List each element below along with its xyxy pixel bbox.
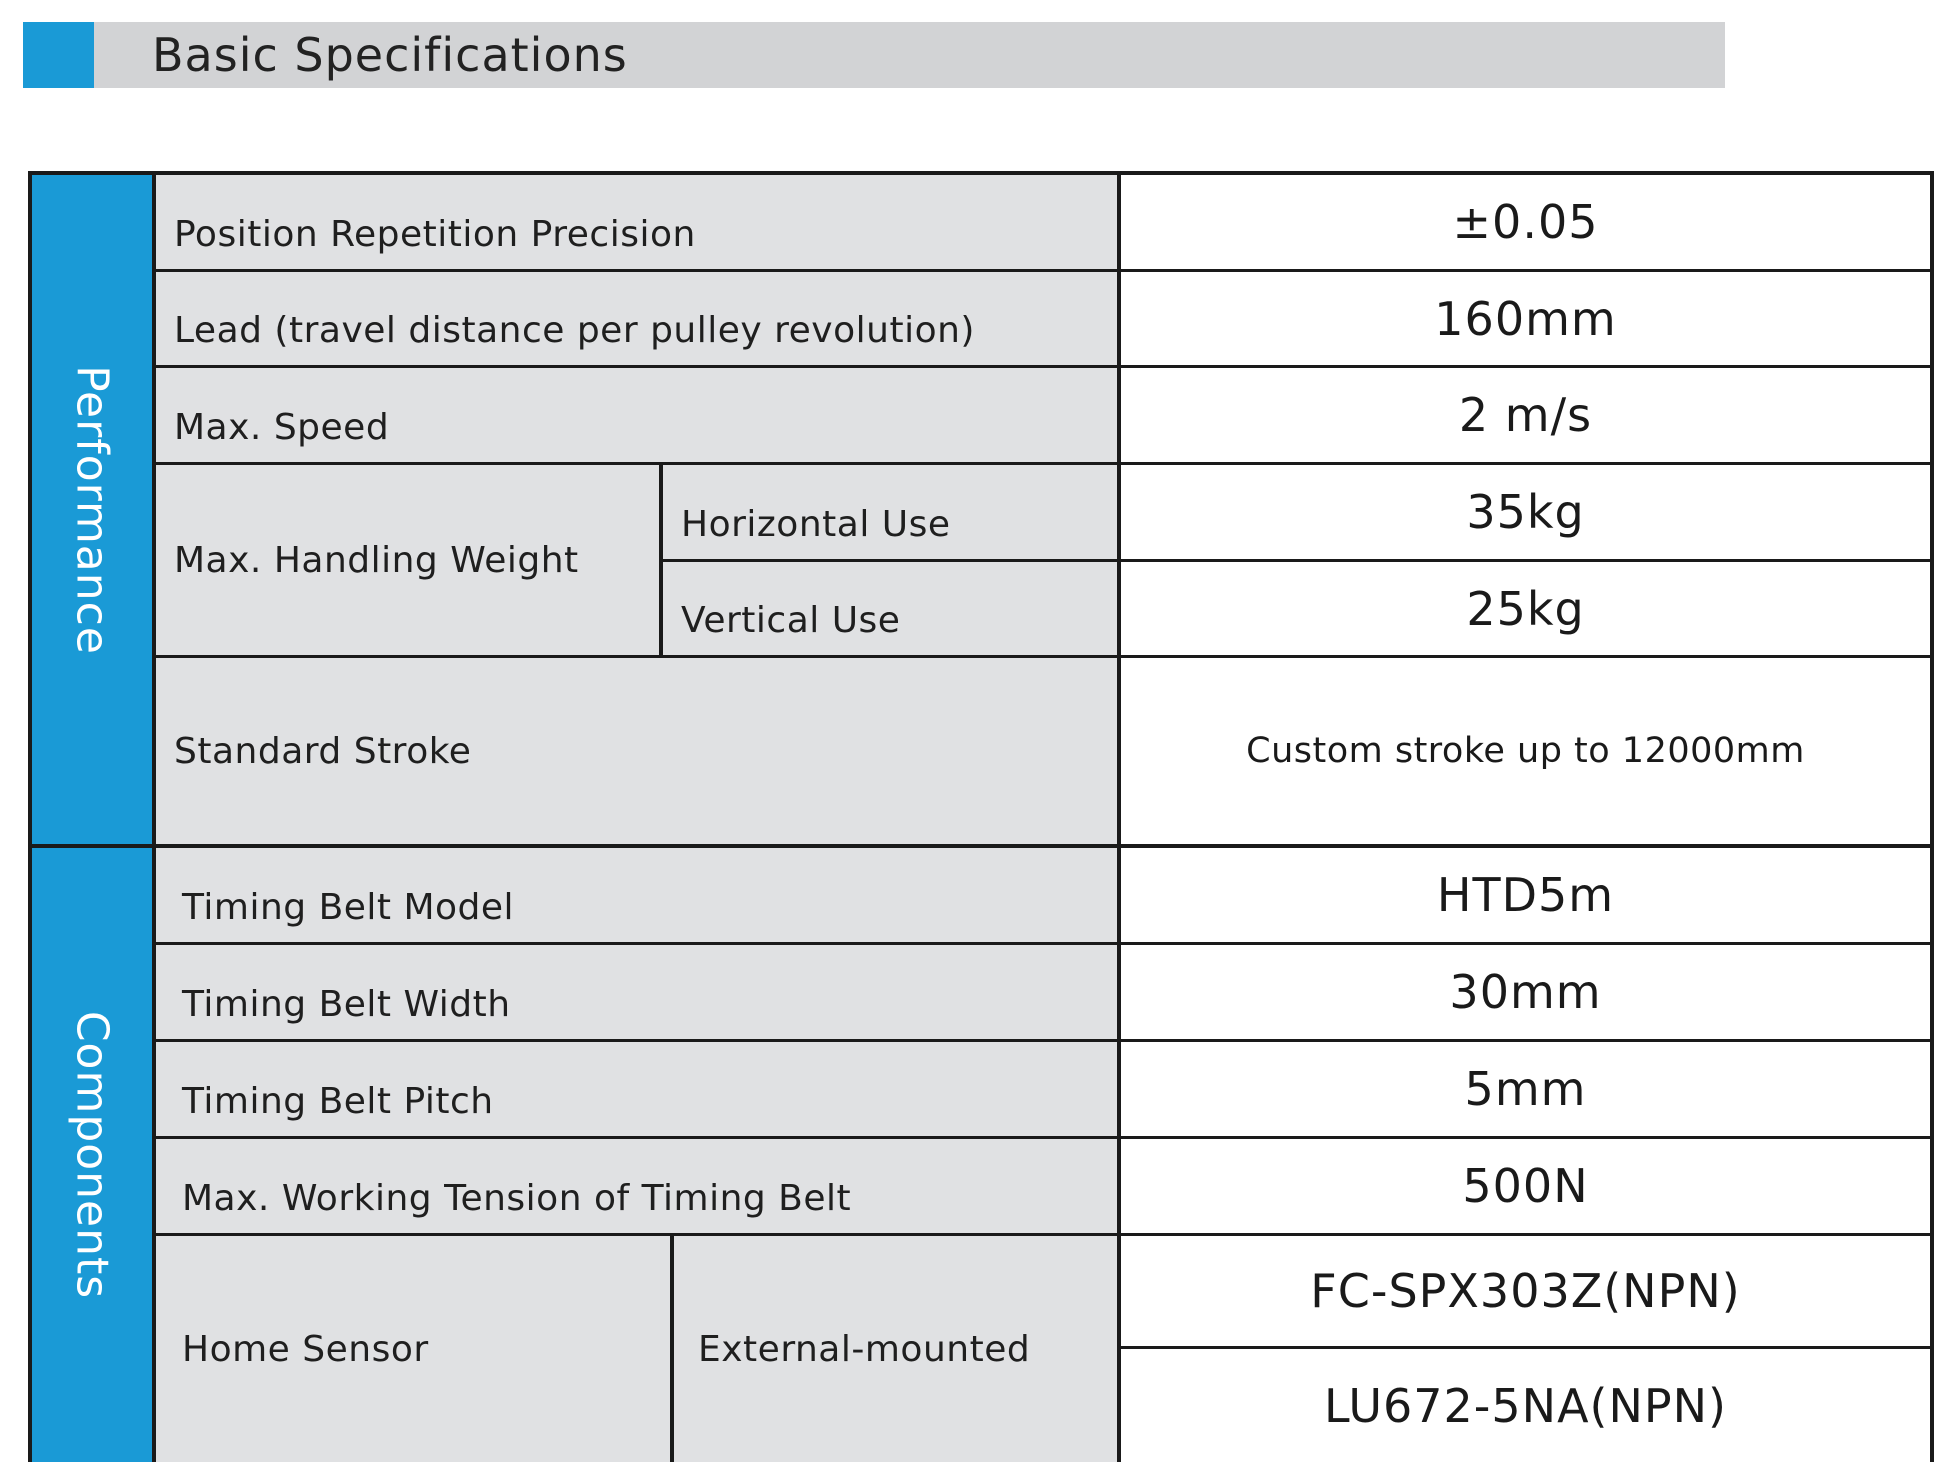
value-lead: 160mm xyxy=(1121,272,1930,368)
label-max-speed: Max. Speed xyxy=(156,368,1121,465)
label-external-mounted: External-mounted xyxy=(674,1236,1121,1462)
label-home-sensor: Home Sensor xyxy=(156,1236,674,1462)
spec-table xyxy=(28,171,1934,1462)
value-position-repetition-precision: ±0.05 xyxy=(1121,175,1930,272)
page-title: Basic Specifications xyxy=(152,28,628,82)
label-standard-stroke: Standard Stroke xyxy=(156,658,1121,848)
value-timing-belt-pitch: 5mm xyxy=(1121,1042,1930,1139)
label-position-repetition-precision: Position Repetition Precision xyxy=(156,175,1121,272)
label-timing-belt-model: Timing Belt Model xyxy=(156,848,1121,945)
label-horizontal-use: Horizontal Use xyxy=(663,465,1121,562)
group-components xyxy=(32,848,156,1462)
group-label-components: Components xyxy=(66,1010,118,1300)
label-timing-belt-width: Timing Belt Width xyxy=(156,945,1121,1042)
value-max-working-tension: 500N xyxy=(1121,1139,1930,1236)
value-timing-belt-model: HTD5m xyxy=(1121,848,1930,945)
value-home-sensor-2: LU672-5NA(NPN) xyxy=(1121,1349,1930,1462)
value-home-sensor-1: FC-SPX303Z(NPN) xyxy=(1121,1236,1930,1349)
group-label-performance: Performance xyxy=(66,364,118,655)
label-timing-belt-pitch: Timing Belt Pitch xyxy=(156,1042,1121,1139)
label-max-handling-weight: Max. Handling Weight xyxy=(156,465,663,658)
value-timing-belt-width: 30mm xyxy=(1121,945,1930,1042)
label-lead: Lead (travel distance per pulley revolution) xyxy=(156,272,1121,368)
label-vertical-use: Vertical Use xyxy=(663,562,1121,658)
value-standard-stroke: Custom stroke up to 12000mm xyxy=(1121,658,1930,848)
header-accent xyxy=(23,22,94,88)
group-performance xyxy=(32,175,156,848)
value-max-speed: 2 m/s xyxy=(1121,368,1930,465)
value-vertical-use: 25kg xyxy=(1121,562,1930,658)
label-max-working-tension: Max. Working Tension of Timing Belt xyxy=(156,1139,1121,1236)
value-horizontal-use: 35kg xyxy=(1121,465,1930,562)
